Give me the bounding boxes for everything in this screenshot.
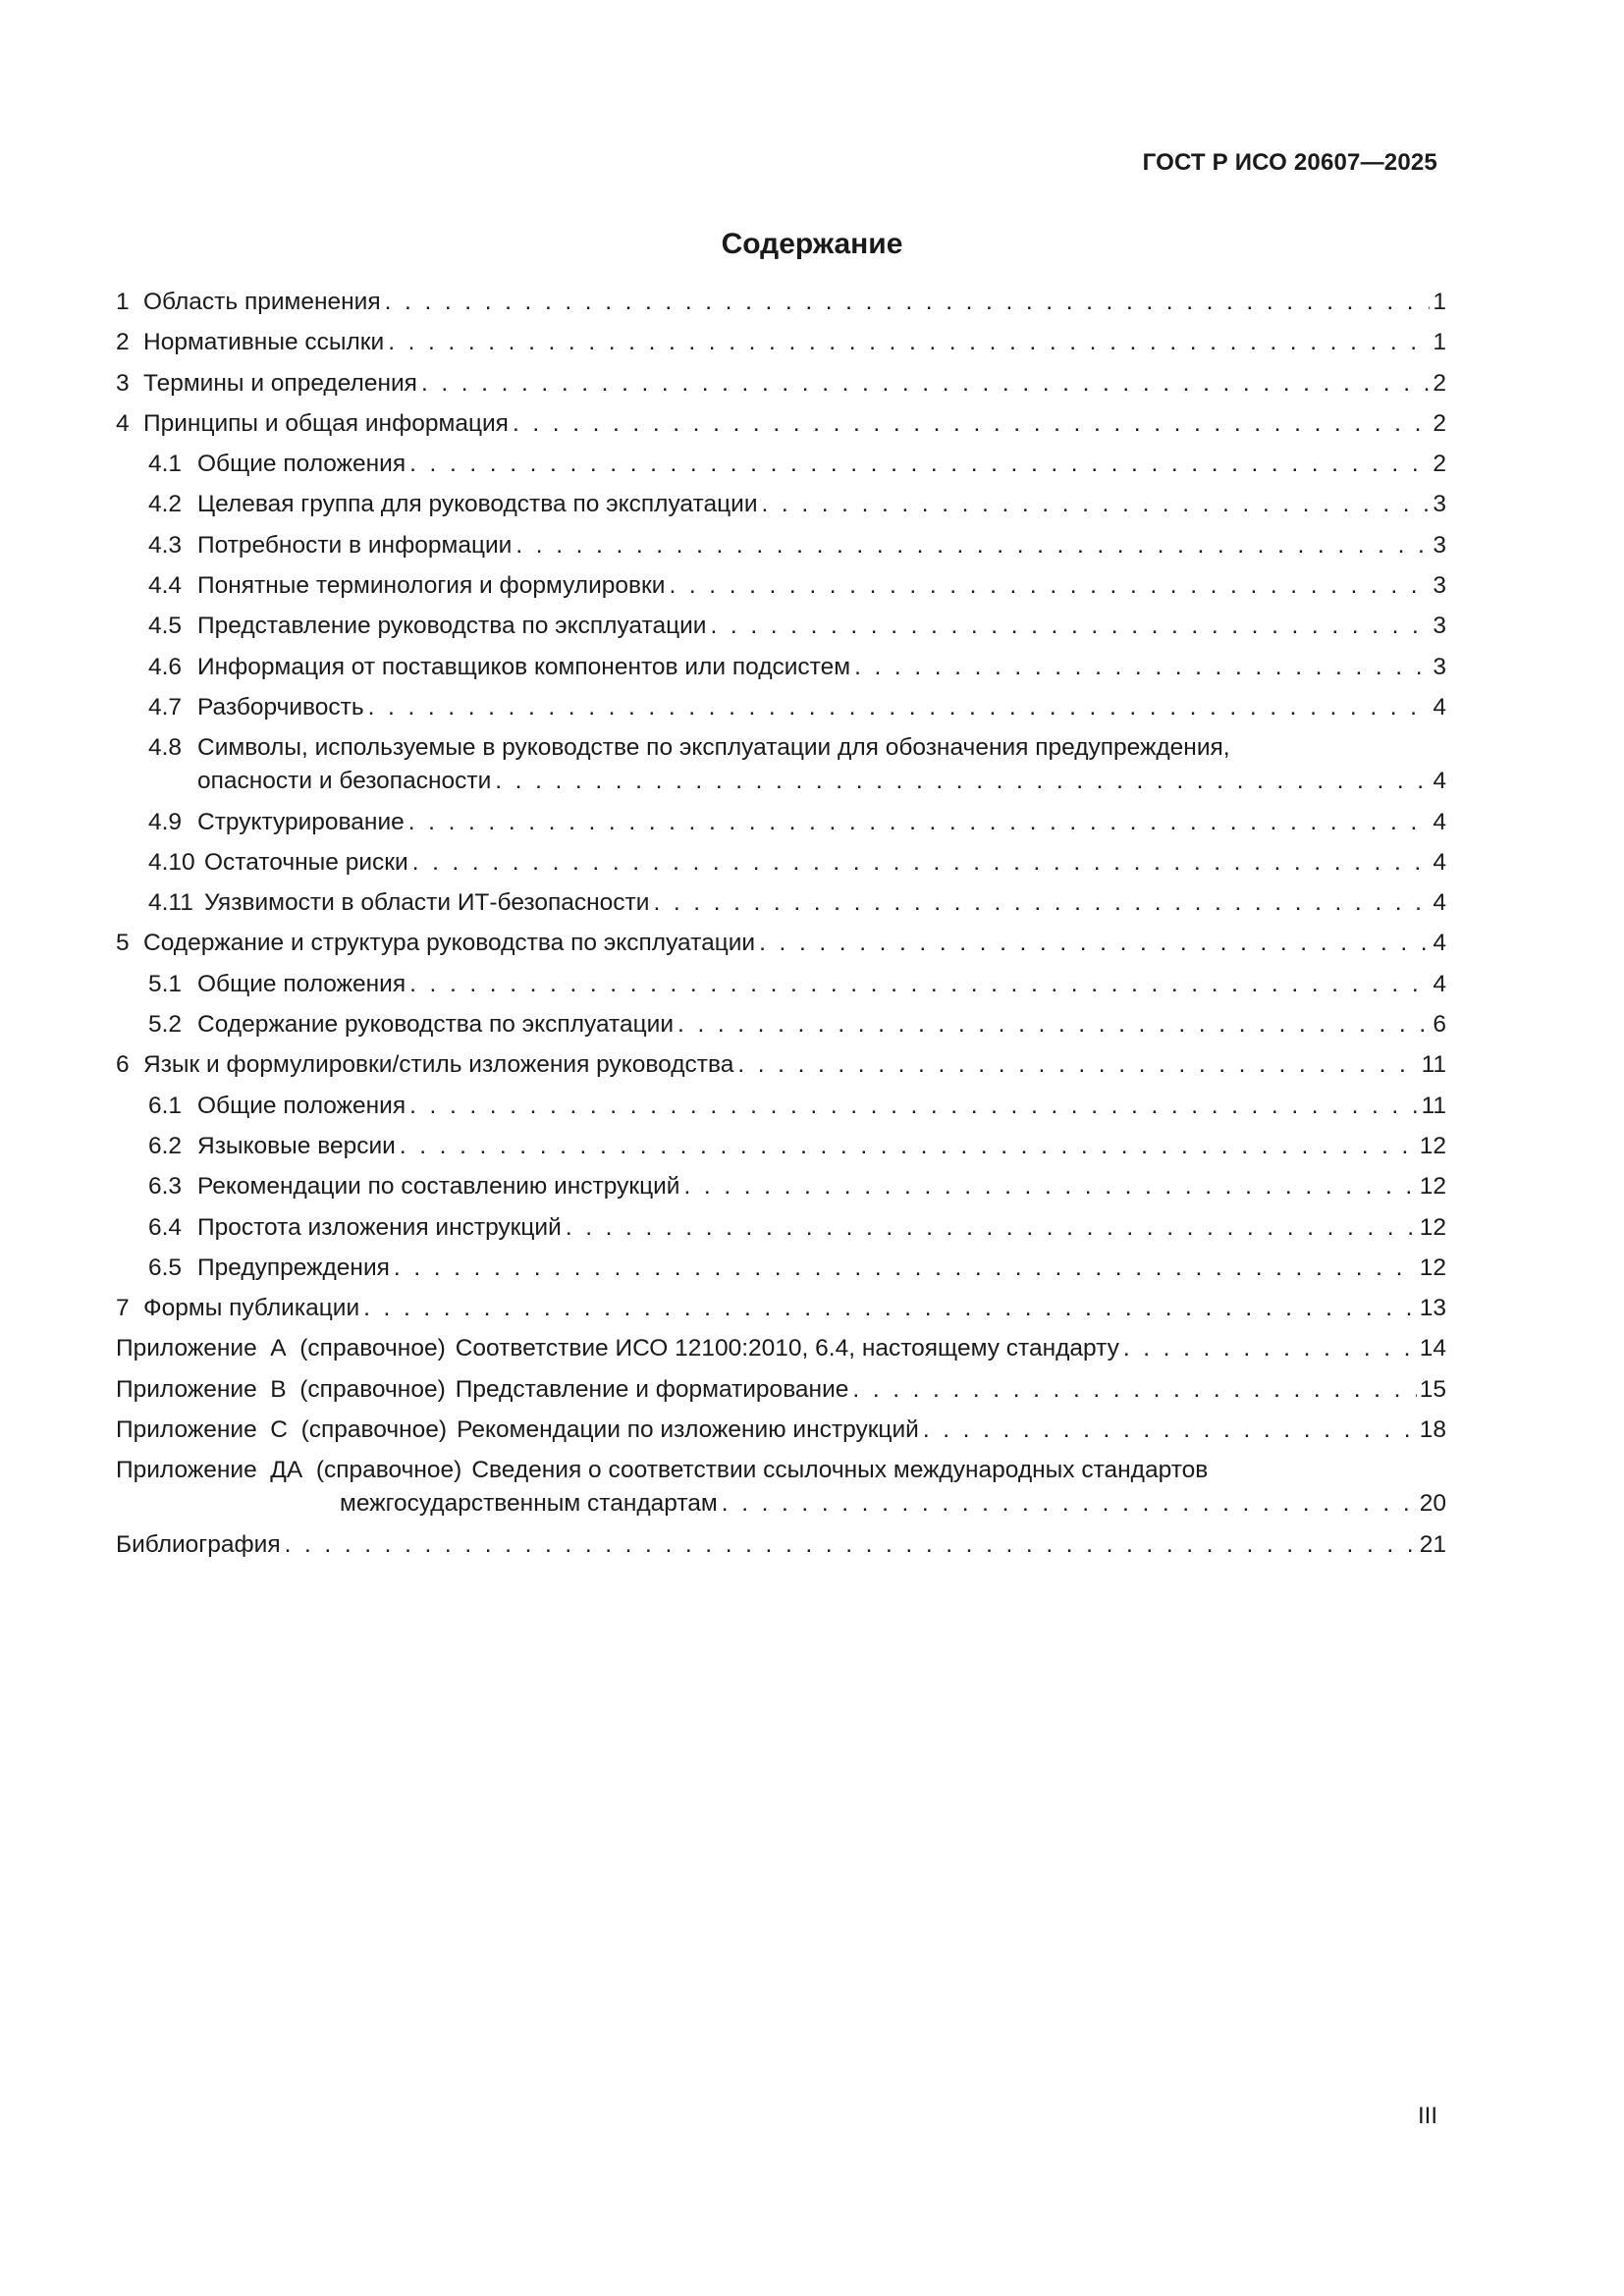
toc-entry-page: 3 bbox=[1433, 653, 1446, 680]
toc-entry-page: 4 bbox=[1433, 970, 1446, 997]
toc-leader-dots bbox=[854, 651, 1430, 684]
toc-entry bbox=[116, 529, 1446, 562]
toc-entry-number: 4.1 bbox=[148, 451, 183, 478]
toc-entry-text-continued: опасности и безопасности bbox=[197, 768, 492, 795]
toc-entry bbox=[116, 326, 1446, 359]
toc-entry bbox=[116, 1373, 1446, 1407]
toc-leader-dots bbox=[923, 1414, 1417, 1447]
toc-entry bbox=[116, 691, 1446, 724]
toc-leader-dots bbox=[513, 407, 1430, 441]
toc-entry bbox=[116, 1008, 1446, 1041]
toc-entry bbox=[116, 886, 1446, 920]
toc-entry-number: 6.2 bbox=[148, 1132, 183, 1159]
toc-entry-page: 2 bbox=[1433, 409, 1446, 437]
toc-entry-text: Представление руководства по эксплуатации bbox=[197, 613, 707, 640]
toc-entry-text: Нормативные ссылки bbox=[143, 329, 385, 356]
toc-entry-text: Информация от поставщиков компонентов или подсистем bbox=[197, 653, 851, 680]
toc-entry-number: 4.10 bbox=[148, 848, 195, 876]
toc-entry bbox=[116, 1414, 1446, 1447]
toc-leader-dots bbox=[408, 806, 1431, 839]
toc-entry bbox=[116, 488, 1446, 521]
toc-entry-number: 4.4 bbox=[148, 572, 183, 600]
toc-entry-number: 4.9 bbox=[148, 808, 183, 835]
toc-entry-text: Представление и форматирование bbox=[455, 1375, 849, 1403]
toc-entry-page: 3 bbox=[1433, 491, 1446, 518]
toc-entry-page: 12 bbox=[1419, 1254, 1446, 1281]
toc-entry-number: 1 bbox=[116, 289, 130, 315]
toc-entry-page: 3 bbox=[1433, 572, 1446, 600]
toc-entry bbox=[116, 1528, 1446, 1562]
toc-entry-text: Разборчивость bbox=[197, 693, 364, 721]
toc-entry-page: 15 bbox=[1419, 1375, 1446, 1403]
toc-entry-number: 3 bbox=[116, 369, 130, 397]
toc-entry-text: Структурирование bbox=[197, 808, 405, 835]
toc-entry-text: Понятные терминология и формулировки bbox=[197, 572, 666, 600]
toc-entry-text: Простота изложения инструкций bbox=[197, 1213, 562, 1241]
toc-leader-dots bbox=[759, 927, 1430, 960]
toc-entry-text: Языковые версии bbox=[197, 1132, 396, 1159]
toc-entry-text: Содержание и структура руководства по эксплуатации bbox=[143, 930, 756, 957]
toc-entry-number: 6.1 bbox=[148, 1092, 183, 1119]
toc-entry-text-continued: межгосударственным стандартам bbox=[340, 1490, 718, 1518]
toc-entry bbox=[116, 927, 1446, 960]
toc-entry-text: Символы, используемые в руководстве по эксплуатации для обозначения предупреждения, bbox=[197, 734, 1230, 762]
toc-entry-page: 2 bbox=[1433, 369, 1446, 397]
toc-entry bbox=[116, 1130, 1446, 1163]
toc-entry-number: Приложение В (справочное) bbox=[116, 1375, 446, 1403]
toc-leader-dots bbox=[737, 1048, 1418, 1082]
toc-entry-page: 6 bbox=[1433, 1011, 1446, 1039]
toc-entry-page: 11 bbox=[1421, 1092, 1446, 1119]
toc-entry-page: 4 bbox=[1433, 930, 1446, 957]
toc-entry-page: 12 bbox=[1419, 1132, 1446, 1159]
toc-entry bbox=[116, 569, 1446, 603]
toc-entry bbox=[116, 610, 1446, 643]
toc-entry bbox=[116, 731, 1446, 798]
toc-leader-dots bbox=[368, 691, 1431, 724]
toc-entry-text: Принципы и общая информация bbox=[143, 409, 509, 437]
toc-leader-dots bbox=[409, 448, 1430, 481]
toc-entry bbox=[116, 286, 1446, 319]
toc-entry-page: 11 bbox=[1421, 1051, 1446, 1079]
toc-entry-text: Содержание руководства по эксплуатации bbox=[197, 1011, 675, 1039]
toc-entry-page: 4 bbox=[1433, 768, 1446, 795]
toc-entry bbox=[116, 1211, 1446, 1245]
toc-entry bbox=[116, 407, 1446, 441]
toc-leader-dots bbox=[400, 1130, 1417, 1163]
toc-entry-page: 13 bbox=[1419, 1295, 1446, 1322]
toc-entry-page: 20 bbox=[1419, 1490, 1446, 1518]
toc-leader-dots bbox=[669, 569, 1430, 603]
toc-entry bbox=[116, 806, 1446, 839]
toc-entry-text: Целевая группа для руководства по эксплуатации bbox=[197, 491, 758, 518]
toc-leader-dots bbox=[677, 1008, 1430, 1041]
toc-entry-text: Рекомендации по изложению инструкций bbox=[457, 1416, 919, 1444]
toc-entry-text: Соответствие ИСО 12100:2010, 6.4, настоящему стандарту bbox=[455, 1335, 1119, 1362]
toc-entry-text: Формы публикации bbox=[143, 1295, 360, 1322]
toc-entry-number: 4.11 bbox=[148, 889, 193, 917]
toc-entry-page: 3 bbox=[1433, 613, 1446, 640]
toc-entry-page: 18 bbox=[1419, 1416, 1446, 1444]
toc-entry-text: Общие положения bbox=[197, 970, 406, 997]
toc-entry-number: 2 bbox=[116, 329, 130, 356]
toc-entry-text: Общие положения bbox=[197, 451, 406, 478]
toc-entry bbox=[116, 1332, 1446, 1365]
toc-leader-dots bbox=[684, 1170, 1417, 1203]
toc-entry-page: 2 bbox=[1433, 451, 1446, 478]
toc-entry bbox=[116, 1170, 1446, 1203]
page-number: III bbox=[1417, 2103, 1437, 2129]
toc-entry-number: 4.3 bbox=[148, 531, 183, 559]
table-of-contents bbox=[116, 286, 1446, 1569]
toc-entry-text: Библиография bbox=[116, 1530, 281, 1558]
toc-leader-dots bbox=[385, 286, 1431, 319]
toc-entry-page: 4 bbox=[1433, 889, 1446, 917]
toc-entry-number: 4.2 bbox=[148, 491, 183, 518]
toc-entry-page: 4 bbox=[1433, 693, 1446, 721]
toc-leader-dots bbox=[363, 1292, 1417, 1325]
toc-leader-dots bbox=[495, 765, 1430, 798]
toc-leader-dots bbox=[421, 367, 1430, 400]
toc-entry-number: 5 bbox=[116, 930, 130, 957]
toc-entry bbox=[116, 1292, 1446, 1325]
document-header: ГОСТ Р ИСО 20607—2025 bbox=[1142, 149, 1437, 176]
toc-entry-number: 4.5 bbox=[148, 613, 183, 640]
toc-title: Содержание bbox=[721, 228, 903, 260]
toc-entry-number: Приложение А (справочное) bbox=[116, 1335, 446, 1362]
toc-entry-number: Приложение ДА (справочное) bbox=[116, 1457, 462, 1484]
toc-entry-page: 12 bbox=[1419, 1213, 1446, 1241]
toc-entry-page: 3 bbox=[1433, 531, 1446, 559]
toc-entry-text: Область применения bbox=[143, 289, 381, 315]
toc-entry bbox=[116, 1454, 1446, 1521]
toc-entry-page: 4 bbox=[1433, 848, 1446, 876]
toc-entry bbox=[116, 968, 1446, 1001]
toc-entry-text: Рекомендации по составлению инструкций bbox=[197, 1173, 680, 1201]
toc-leader-dots bbox=[566, 1211, 1417, 1245]
toc-entry bbox=[116, 846, 1446, 880]
toc-entry-page: 1 bbox=[1433, 289, 1446, 315]
toc-entry-page: 21 bbox=[1419, 1530, 1446, 1558]
toc-leader-dots bbox=[762, 488, 1431, 521]
toc-entry-number: 5.2 bbox=[148, 1011, 183, 1039]
toc-entry-page: 12 bbox=[1419, 1173, 1446, 1201]
toc-entry-page: 14 bbox=[1419, 1335, 1446, 1362]
toc-entry-number: 5.1 bbox=[148, 970, 183, 997]
toc-entry-text: Общие положения bbox=[197, 1092, 406, 1119]
toc-entry-number: 4.6 bbox=[148, 653, 183, 680]
toc-leader-dots bbox=[722, 1487, 1417, 1521]
toc-entry-number: 6.5 bbox=[148, 1254, 183, 1281]
toc-entry-text: Язык и формулировки/стиль изложения руководства bbox=[143, 1051, 734, 1079]
toc-leader-dots bbox=[711, 610, 1431, 643]
toc-entry-text: Потребности в информации bbox=[197, 531, 513, 559]
toc-leader-dots bbox=[852, 1373, 1416, 1407]
toc-leader-dots bbox=[409, 968, 1430, 1001]
toc-entry bbox=[116, 367, 1446, 400]
toc-entry-text: Уязвимости в области ИТ-безопасности bbox=[204, 889, 650, 917]
toc-entry bbox=[116, 1090, 1446, 1123]
toc-entry bbox=[116, 448, 1446, 481]
toc-entry-text: Сведения о соответствии ссылочных международных стандартов bbox=[471, 1457, 1209, 1484]
toc-entry-number: 6.4 bbox=[148, 1213, 183, 1241]
toc-entry-page: 1 bbox=[1433, 329, 1446, 356]
toc-entry bbox=[116, 1048, 1446, 1082]
toc-entry bbox=[116, 651, 1446, 684]
toc-entry-page: 4 bbox=[1433, 808, 1446, 835]
toc-leader-dots bbox=[409, 1090, 1418, 1123]
toc-entry-text: Термины и определения bbox=[143, 369, 417, 397]
toc-entry-number: Приложение С (справочное) bbox=[116, 1416, 448, 1444]
toc-leader-dots bbox=[388, 326, 1430, 359]
toc-leader-dots bbox=[515, 529, 1430, 562]
toc-entry-number: 4.7 bbox=[148, 693, 183, 721]
toc-leader-dots bbox=[653, 886, 1430, 920]
toc-leader-dots bbox=[412, 846, 1431, 880]
toc-entry-number: 4 bbox=[116, 409, 130, 437]
toc-entry-number: 6.3 bbox=[148, 1173, 183, 1201]
toc-entry-number: 7 bbox=[116, 1295, 130, 1322]
toc-entry-number: 6 bbox=[116, 1051, 130, 1079]
toc-entry-text: Остаточные риски bbox=[204, 848, 408, 876]
toc-leader-dots bbox=[394, 1252, 1417, 1285]
toc-entry-number: 4.8 bbox=[148, 734, 183, 762]
toc-entry bbox=[116, 1252, 1446, 1285]
toc-leader-dots bbox=[285, 1528, 1417, 1562]
toc-entry-text: Предупреждения bbox=[197, 1254, 390, 1281]
toc-leader-dots bbox=[1123, 1332, 1417, 1365]
